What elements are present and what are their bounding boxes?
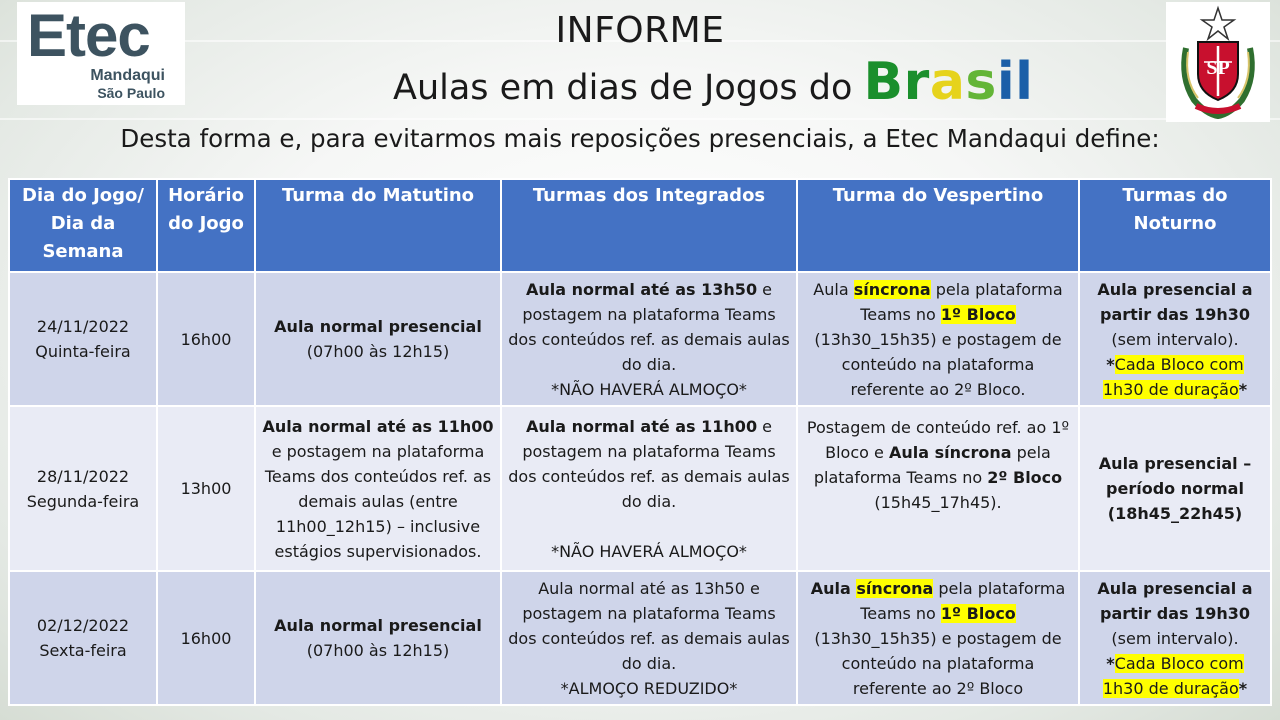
vespertino-bold: Aula síncrona (888, 443, 1012, 462)
integrados-note: *NÃO HAVERÁ ALMOÇO* (551, 541, 747, 561)
schedule-table (8, 178, 1272, 706)
integrados-bold: Aula normal até as 13h50 (525, 279, 758, 299)
cell-date: 28/11/2022 (36, 466, 130, 486)
noturno-star: * (1106, 653, 1115, 673)
vespertino-highlight: síncrona (853, 279, 931, 299)
cell-weekday: Segunda-feira (26, 491, 140, 511)
header-matutino: Turma do Matutino (255, 179, 501, 272)
cell-vespertino (797, 406, 1079, 571)
etec-logo-mandaqui: Mandaqui (90, 67, 165, 84)
integrados-text: e postagem na plataforma Teams dos conteúdos ref. as demais aulas do dia. (508, 279, 790, 374)
vespertino-text: (15h45_17h45). (874, 493, 1002, 512)
cell-noturno (1079, 571, 1271, 705)
noturno-star: * (1238, 379, 1248, 399)
integrados-bold: Aula normal até as 11h00 (525, 416, 758, 436)
noturno-highlight: Cada Bloco com 1h30 de duração (1102, 653, 1244, 698)
cell-matutino (255, 571, 501, 705)
etec-logo-word: Etec (27, 2, 150, 69)
background-stripe (0, 118, 1280, 120)
cell-time: 16h00 (157, 571, 255, 705)
noturno-star: * (1238, 678, 1248, 698)
vespertino-highlight: síncrona (856, 578, 934, 598)
integrados-note: *NÃO HAVERÁ ALMOÇO* (551, 379, 747, 399)
cell-day (9, 406, 157, 571)
cell-time: 16h00 (157, 272, 255, 406)
vespertino-text: Postagem de conteúdo ref. ao 1º Bloco e (806, 418, 1070, 462)
integrados-text: Aula normal até as 13h50 e postagem na plataforma Teams dos conteúdos ref. as demais aulas do dia. (508, 578, 790, 673)
header-day: Dia do Jogo/ Dia da Semana (9, 179, 157, 272)
matutino-bold: Aula normal até as 11h00 (262, 416, 494, 436)
cell-date: 02/12/2022 (36, 616, 130, 635)
cell-integrados (501, 272, 797, 406)
vespertino-highlight: 1º Bloco (940, 304, 1016, 324)
cell-matutino (255, 272, 501, 406)
subtitle (393, 52, 1034, 118)
matutino-text: e postagem na plataforma Teams dos conteúdos ref. as demais aulas (entre 11h00_12h15) – inclusive estágios supervisionados. (264, 441, 492, 561)
vespertino-text: (13h30_15h35) e postagem de conteúdo na plataforma referente ao 2º Bloco (814, 628, 1062, 698)
noturno-highlight: Cada Bloco com 1h30 de duração (1102, 354, 1244, 399)
table-row (9, 272, 1271, 406)
header-integrados: Turmas dos Integrados (501, 179, 797, 272)
noturno-text: (sem intervalo). (1111, 628, 1239, 648)
brasil-part-il: il (996, 52, 1034, 112)
matutino-bold: Aula normal presencial (274, 317, 482, 336)
noturno-line: (18h45_22h45) (1107, 504, 1243, 523)
cell-day (9, 272, 157, 406)
cell-date: 24/11/2022 (36, 317, 130, 336)
header-vespertino: Turma do Vespertino (797, 179, 1079, 272)
vespertino-text: pela plataforma Teams no (860, 578, 1066, 623)
cell-noturno (1079, 272, 1271, 406)
noturno-line: Aula presencial – período normal (1098, 454, 1252, 498)
noturno-bold: Aula presencial a partir das 19h30 (1097, 279, 1253, 324)
etec-logo-sao-paulo: São Paulo (97, 85, 165, 101)
vespertino-highlight: 1º Bloco (940, 603, 1016, 623)
integrados-text: e postagem na plataforma Teams dos conteúdos ref. as demais aulas do dia. (508, 416, 790, 511)
lead-text: Desta forma e, para evitarmos mais reposições presenciais, a Etec Mandaqui define: (120, 124, 1160, 153)
cell-integrados (501, 571, 797, 705)
title-informe: INFORME (555, 10, 725, 51)
table-header-row (9, 179, 1271, 272)
matutino-bold: Aula normal presencial (274, 616, 482, 635)
cell-integrados (501, 406, 797, 571)
cell-noturno (1079, 406, 1271, 571)
header-noturno: Turmas do Noturno (1079, 179, 1271, 272)
header-time: Horário do Jogo (157, 179, 255, 272)
brasil-part-br: Br (863, 52, 930, 112)
matutino-text: (07h00 às 12h15) (306, 342, 450, 361)
cell-vespertino (797, 571, 1079, 705)
noturno-star: * (1106, 354, 1115, 374)
noturno-bold: Aula presencial a partir das 19h30 (1097, 578, 1253, 623)
vespertino-text: pela plataforma Teams no (813, 443, 1051, 487)
vespertino-bold: 2º Bloco (987, 468, 1063, 487)
brasil-word (864, 52, 1034, 112)
integrados-note: *ALMOÇO REDUZIDO* (560, 678, 738, 698)
page-title (0, 10, 1280, 52)
vespertino-text: Aula (813, 279, 854, 299)
cell-time: 13h00 (157, 406, 255, 571)
subtitle-text: Aulas em dias de Jogos do (393, 68, 864, 108)
noturno-text: (sem intervalo). (1111, 329, 1239, 349)
brasil-part-s: s (965, 52, 997, 112)
cell-weekday: Quinta-feira (35, 342, 131, 361)
table-row (9, 406, 1271, 571)
cell-matutino (255, 406, 501, 571)
brasil-part-a: a (929, 52, 966, 112)
table-row (9, 571, 1271, 705)
sp-monogram: SP (1206, 57, 1230, 79)
matutino-text: (07h00 às 12h15) (306, 641, 450, 660)
vespertino-bold: Aula (810, 578, 857, 598)
cell-weekday: Sexta-feira (39, 641, 127, 660)
cell-vespertino (797, 272, 1079, 406)
vespertino-text: pela plataforma Teams no (860, 279, 1063, 324)
vespertino-text: (13h30_15h35) e postagem de conteúdo na plataforma referente ao 2º Bloco. (814, 329, 1062, 399)
cell-day (9, 571, 157, 705)
